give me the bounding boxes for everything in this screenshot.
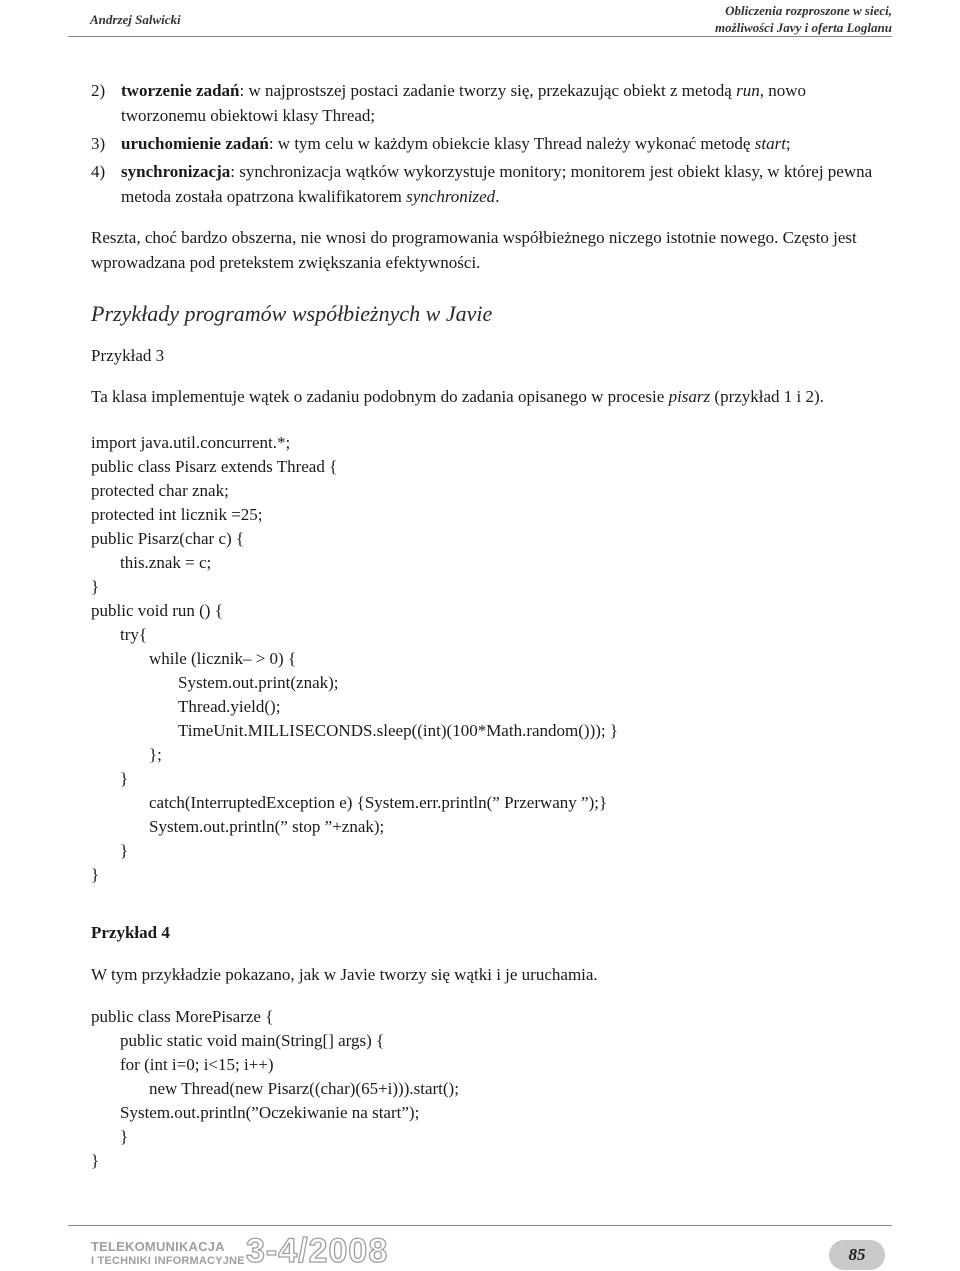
list-text: : synchronizacja wątków wykorzystuje monitory; monitorem jest obiekt klasy, w której pewna metoda została opatrzona kwalifikatorem	[121, 162, 873, 206]
list-number: 2)	[91, 81, 106, 100]
code-line: }	[120, 841, 129, 860]
code-line: };	[149, 745, 162, 764]
example-4-heading: Przykład 4	[91, 923, 170, 942]
code-line: Thread.yield();	[178, 697, 281, 716]
magazine-logo	[91, 1240, 245, 1268]
code-line: public static void main(String[] args) {	[120, 1031, 385, 1050]
list-italic: synchronized	[406, 187, 496, 206]
list-term: tworzenie zadań	[121, 81, 240, 100]
example-4-description: W tym przykładzie pokazano, jak w Javie tworzy się wątki i je uruchamia.	[91, 965, 598, 984]
list-item-3	[91, 131, 893, 156]
code-line: protected int licznik =25;	[91, 505, 263, 524]
section-title: Przykłady programów współbieżnych w Javie	[91, 301, 493, 326]
article-body	[91, 78, 893, 1173]
list-term: synchronizacja	[121, 162, 231, 181]
paragraph-remainder: Reszta, choć bardzo obszerna, nie wnosi do programowania współbieżnego niczego istotnie nowego. Często jest wprowadzana pod pretekstem zwiększania efektywności.	[91, 228, 857, 272]
list-item-2	[91, 78, 893, 128]
header-title	[715, 2, 892, 36]
list-term: uruchomienie zadań	[121, 134, 269, 153]
example-3-description	[91, 384, 893, 409]
page-header	[0, 0, 960, 40]
code-line: new Thread(new Pisarz((char)(65+i))).start();	[149, 1079, 459, 1098]
example-4-code	[91, 1005, 893, 1173]
list-text-end: , nowo tworzonemu obiektowi klasy Thread;	[121, 81, 806, 125]
example-3-desc-italic: pisarz	[668, 387, 711, 406]
magazine-name-line2: I TECHNIKI INFORMACYJNE	[91, 1255, 245, 1267]
code-line: }	[120, 769, 129, 788]
list-number: 4)	[91, 162, 106, 181]
example-3-heading: Przykład 3	[91, 346, 165, 365]
code-line: protected char znak;	[91, 481, 229, 500]
code-line: System.out.print(znak);	[178, 673, 339, 692]
list-italic: start	[754, 134, 786, 153]
code-line: try{	[120, 625, 148, 644]
list-text-end: .	[495, 187, 500, 206]
code-line: }	[120, 1127, 129, 1146]
list-item-4	[91, 159, 893, 209]
list-number: 3)	[91, 134, 106, 153]
code-line: }	[91, 577, 100, 596]
code-line: }	[91, 865, 100, 884]
page-number-badge: 85	[829, 1240, 885, 1270]
header-author: Andrzej Salwicki	[90, 12, 181, 27]
code-line: import java.util.concurrent.*;	[91, 433, 291, 452]
header-rule	[68, 36, 892, 37]
code-line: catch(InterruptedException e) {System.err.println(” Przerwany ”);}	[149, 793, 608, 812]
list-text: : w tym celu w każdym obiekcie klasy Thread należy wykonać metodę	[268, 134, 755, 153]
code-line: for (int i=0; i<15; i++)	[120, 1055, 274, 1074]
list-italic: run	[736, 81, 760, 100]
issue-number: 3-4/2008	[246, 1232, 389, 1270]
code-line: this.znak = c;	[120, 553, 212, 572]
code-line: TimeUnit.MILLISECONDS.sleep((int)(100*Math.random())); }	[178, 721, 619, 740]
code-line: System.out.println(”Oczekiwanie na start”);	[120, 1103, 420, 1122]
magazine-name-line1: TELEKOMUNIKACJA	[91, 1239, 225, 1254]
code-line: System.out.println(” stop ”+znak);	[149, 817, 385, 836]
header-title-line1: Obliczenia rozproszone w sieci,	[725, 3, 892, 18]
code-line: public class Pisarz extends Thread {	[91, 457, 338, 476]
footer-rule	[68, 1225, 892, 1226]
list-text: : w najprostszej postaci zadanie tworzy się, przekazując obiekt z metodą	[239, 81, 737, 100]
code-line: }	[91, 1151, 100, 1170]
list-text-end: ;	[785, 134, 791, 153]
code-line: public void run () {	[91, 601, 223, 620]
header-title-line2: możliwości Javy i oferta Loglanu	[715, 20, 892, 35]
code-line: public class MorePisarze {	[91, 1007, 274, 1026]
example-3-code	[91, 431, 893, 887]
example-3-desc-end: (przykład 1 i 2).	[710, 387, 824, 406]
code-line: while (licznik– > 0) {	[149, 649, 297, 668]
code-line: public Pisarz(char c) {	[91, 529, 245, 548]
example-3-desc-text: Ta klasa implementuje wątek o zadaniu podobnym do zadania opisanego w procesie	[91, 387, 669, 406]
